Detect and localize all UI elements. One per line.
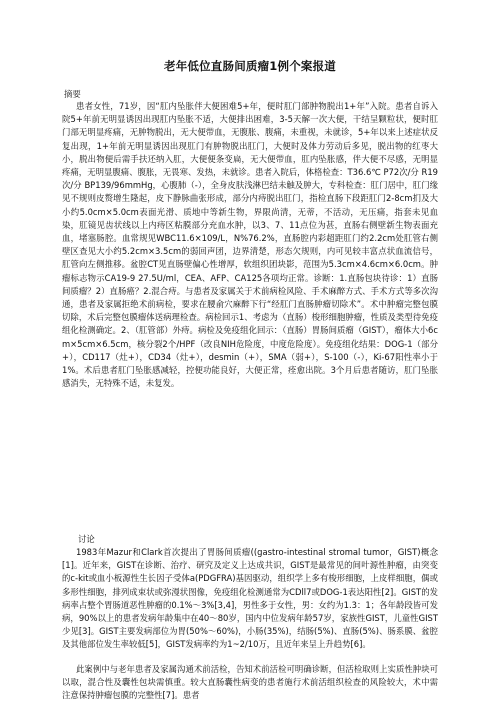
discussion-paragraph-1: 1983年Mazur和Clark首次提出了胃肠间质瘤((gastro-intestinal stromal tumor，GIST)概念[1]。近年来，GIST在诊断、治疗、研究及定义上达成共识，GIST是最常见的间叶源性肿瘤，由突变的c-kit或血小板源性生长因子受体a(PDGFRA)基因驱动，组织学上多有梭形细胞，上皮样细胞，偶或多形性细胞，排列成束状或弥漫状图像，免疫组化检测通常为CDll7或DOG-1表达阳性[2]。GIST的发病率占整个胃肠道恶性肿瘤的0.1%～3%[3,4]，男性多于女性，男：女约为1.3：1；各年龄段皆可发病，90%以上的患者发病年龄集中在40～80岁，国内中位发病年龄57岁，家族性GIST，儿童性GIST少见[3]。GIST主要发病部位为胃(50%～60%)，小肠(35%)，结肠(5%)、直肠(5%)、肠系膜、盆腔及其他部位发生率较低[5]，GIST发病率约为1~2/10万，且近年来呈上升趋势[6]。 bbox=[62, 547, 438, 650]
discussion-paragraph-2: 此案例中与老年患者及家属沟通术前活检，告知术前活检可明确诊断，但活检取则上实质性肿块可以取，混合性及囊性包块需慎重。较大直肠囊性病变的患者施行术前活组织检查的风险较大，术中需注意保持肿瘤包膜的完整性[7]。患者 bbox=[62, 664, 438, 701]
discussion-heading: 讨论 bbox=[78, 534, 95, 544]
case-report-paragraph: 患者女性，71岁，因“肛内坠胀伴大便困难5+年，便时肛门部肿物脱出1+年”入院。患者自诉入院5+年前无明显诱因出现肛内坠胀不适，大便排出困难，3-5天解一次大便，干结呈颗粒状，便时肛门部无明显疼痛，无肿物脱出，无大便带血，无腹胀、腹痛，未重视，未就诊，5+年以来上述症状反复出现，1+年前无明显诱因出现肛门有肿物脱出肛门，大便时及体力劳动后多见，脱出物的红枣大小，脱出物便后需手扶还纳入肛，大便便条变扁，无大便带血，肛内坠胀感，伴大便不尽感，无明显疼痛，无明显腹痛、腹胀，无畏寒、发热，未就诊。患者入院后，体格检查：T36.6℃ P72次/分 R19次/分 BP139/96mmHg，心腹肺（-），全身皮肤浅淋巴结未触及肿大，专科检查：肛门居中，肛门缘见不规则皮赘增生隆起，皮下静脉曲张形成，部分内痔脱出肛门，指检直肠下段距肛门2-8cm扪及大小约5.0cm×5.0cm表面光滑、质地中等新生物，界限尚清，无蒂，不活动，无压痛，指套未见血染，肛镜见齿状线以上内痔区粘膜部分充血水肿，以3、7、11点位为甚，直肠右侧壁新生物表面充血，堵塞肠腔。血常规见WBC11.6×109/L，N%76.2%，直肠腔内彩超距肛门约2.2cm处肛管右侧壁区查见大小约5.2cm×3.5cm的弱回声团，边界清楚，形态欠规则，内可见较丰富点状血流信号，肛管向左侧推移。盆腔CT见直肠壁偏心性增厚，软组织团块影，范围为5.3cm×4.6cm×6.0cm。肿瘤标志物示CA19-9 27.5U/ml，CEA、AFP、CA125各项均正常。诊断：1.直肠包块待诊：1）直肠间质瘤？2）直肠癌？2.混合痔。与患者及家属关于术前病检风险、手术麻醉方式、手术方式等多次沟通，患者及家属拒绝术前病检，要求在腰俞穴麻醉下行“经肛门直肠肿瘤切除术”。术中肿瘤完整包膜切除，术后完整包膜瘤体送病理检查。病检回示1、考虑为（直肠）梭形细胞肿瘤，性质及类型待免疫组化检测确定。2、（肛管部）外痔。病检及免疫组化回示：（直肠）胃肠间质瘤（GIST），瘤体大小6cm×5cm×6.5cm，核分裂2个/HPF（改良NIH危险度，中度危险度）。免疫组化结果：DOG-1（部分+），CD117（灶+），CD34（灶+），desmin（+），SMA（弱+），S-100（-），Ki-67阳性率小于1%。术后患者肛门坠胀感减轻，控便功能良好，大便正常，痊愈出院。3个月后患者随访，肛门坠胀感消失，无特殊不适，未复发。 bbox=[62, 101, 438, 389]
abstract-heading: 摘要 bbox=[64, 89, 81, 99]
document-title: 老年低位直肠间质瘤1例个案报道 bbox=[164, 59, 336, 73]
